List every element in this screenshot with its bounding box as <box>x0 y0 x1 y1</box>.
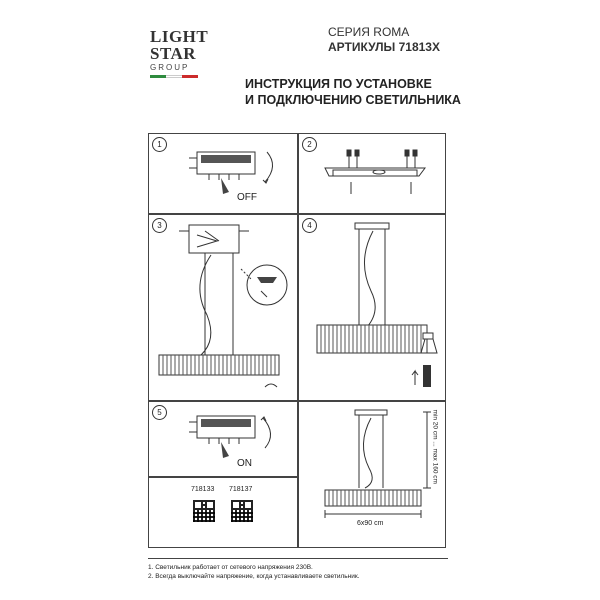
step-4-panel <box>298 214 446 401</box>
step-5-number: 5 <box>152 405 167 420</box>
step-5-label: ON <box>237 458 252 469</box>
height-adjust-illustration <box>299 215 445 400</box>
step-2-panel <box>298 133 446 214</box>
instruction-title <box>245 76 461 108</box>
step-3-panel <box>148 214 298 401</box>
notes <box>148 558 448 581</box>
header-series <box>328 25 440 55</box>
width-dimension-label: 6x90 cm <box>357 520 384 527</box>
brand-line1: LIGHT <box>150 27 209 46</box>
models-panel <box>148 477 298 548</box>
articles-title: АРТИКУЛЫ 71813X <box>328 40 440 54</box>
step-5-panel <box>148 401 298 477</box>
note-2: 2. Всегда выключайте напряжение, когда устанавливаете светильник. <box>148 573 360 580</box>
note-1: 1. Светильник работает от сетевого напряжения 230В. <box>148 564 313 571</box>
step-1-panel <box>148 133 298 214</box>
model-1-label: 718133 <box>191 486 215 493</box>
step-4-number: 4 <box>302 218 317 233</box>
qr-code-718133-icon <box>193 500 215 522</box>
height-dimension-label: min 20 cm ... max 160 cm <box>431 409 439 484</box>
step-1-label: OFF <box>237 192 257 203</box>
step-1-number: 1 <box>152 137 167 152</box>
series-title: СЕРИЯ ROMA <box>328 25 410 39</box>
mounting-bracket-illustration <box>299 134 445 213</box>
brand-line2: STAR <box>150 44 197 63</box>
step-3-number: 3 <box>152 218 167 233</box>
connection-illustration <box>149 215 297 400</box>
terminal-block-off-illustration <box>149 134 297 213</box>
terminal-block-on-illustration <box>149 402 297 476</box>
brand-logo <box>150 27 209 78</box>
instruction-title-line1: ИНСТРУКЦИЯ ПО УСТАНОВКЕ <box>245 77 432 91</box>
model-2-label: 718137 <box>229 486 253 493</box>
qr-code-718137-icon <box>231 500 253 522</box>
dimensions-panel <box>298 401 446 548</box>
italian-flag-icon <box>150 75 198 78</box>
step-2-number: 2 <box>302 137 317 152</box>
brand-line3: GROUP <box>150 63 190 72</box>
instruction-title-line2: И ПОДКЛЮЧЕНИЮ СВЕТИЛЬНИКА <box>245 93 461 107</box>
